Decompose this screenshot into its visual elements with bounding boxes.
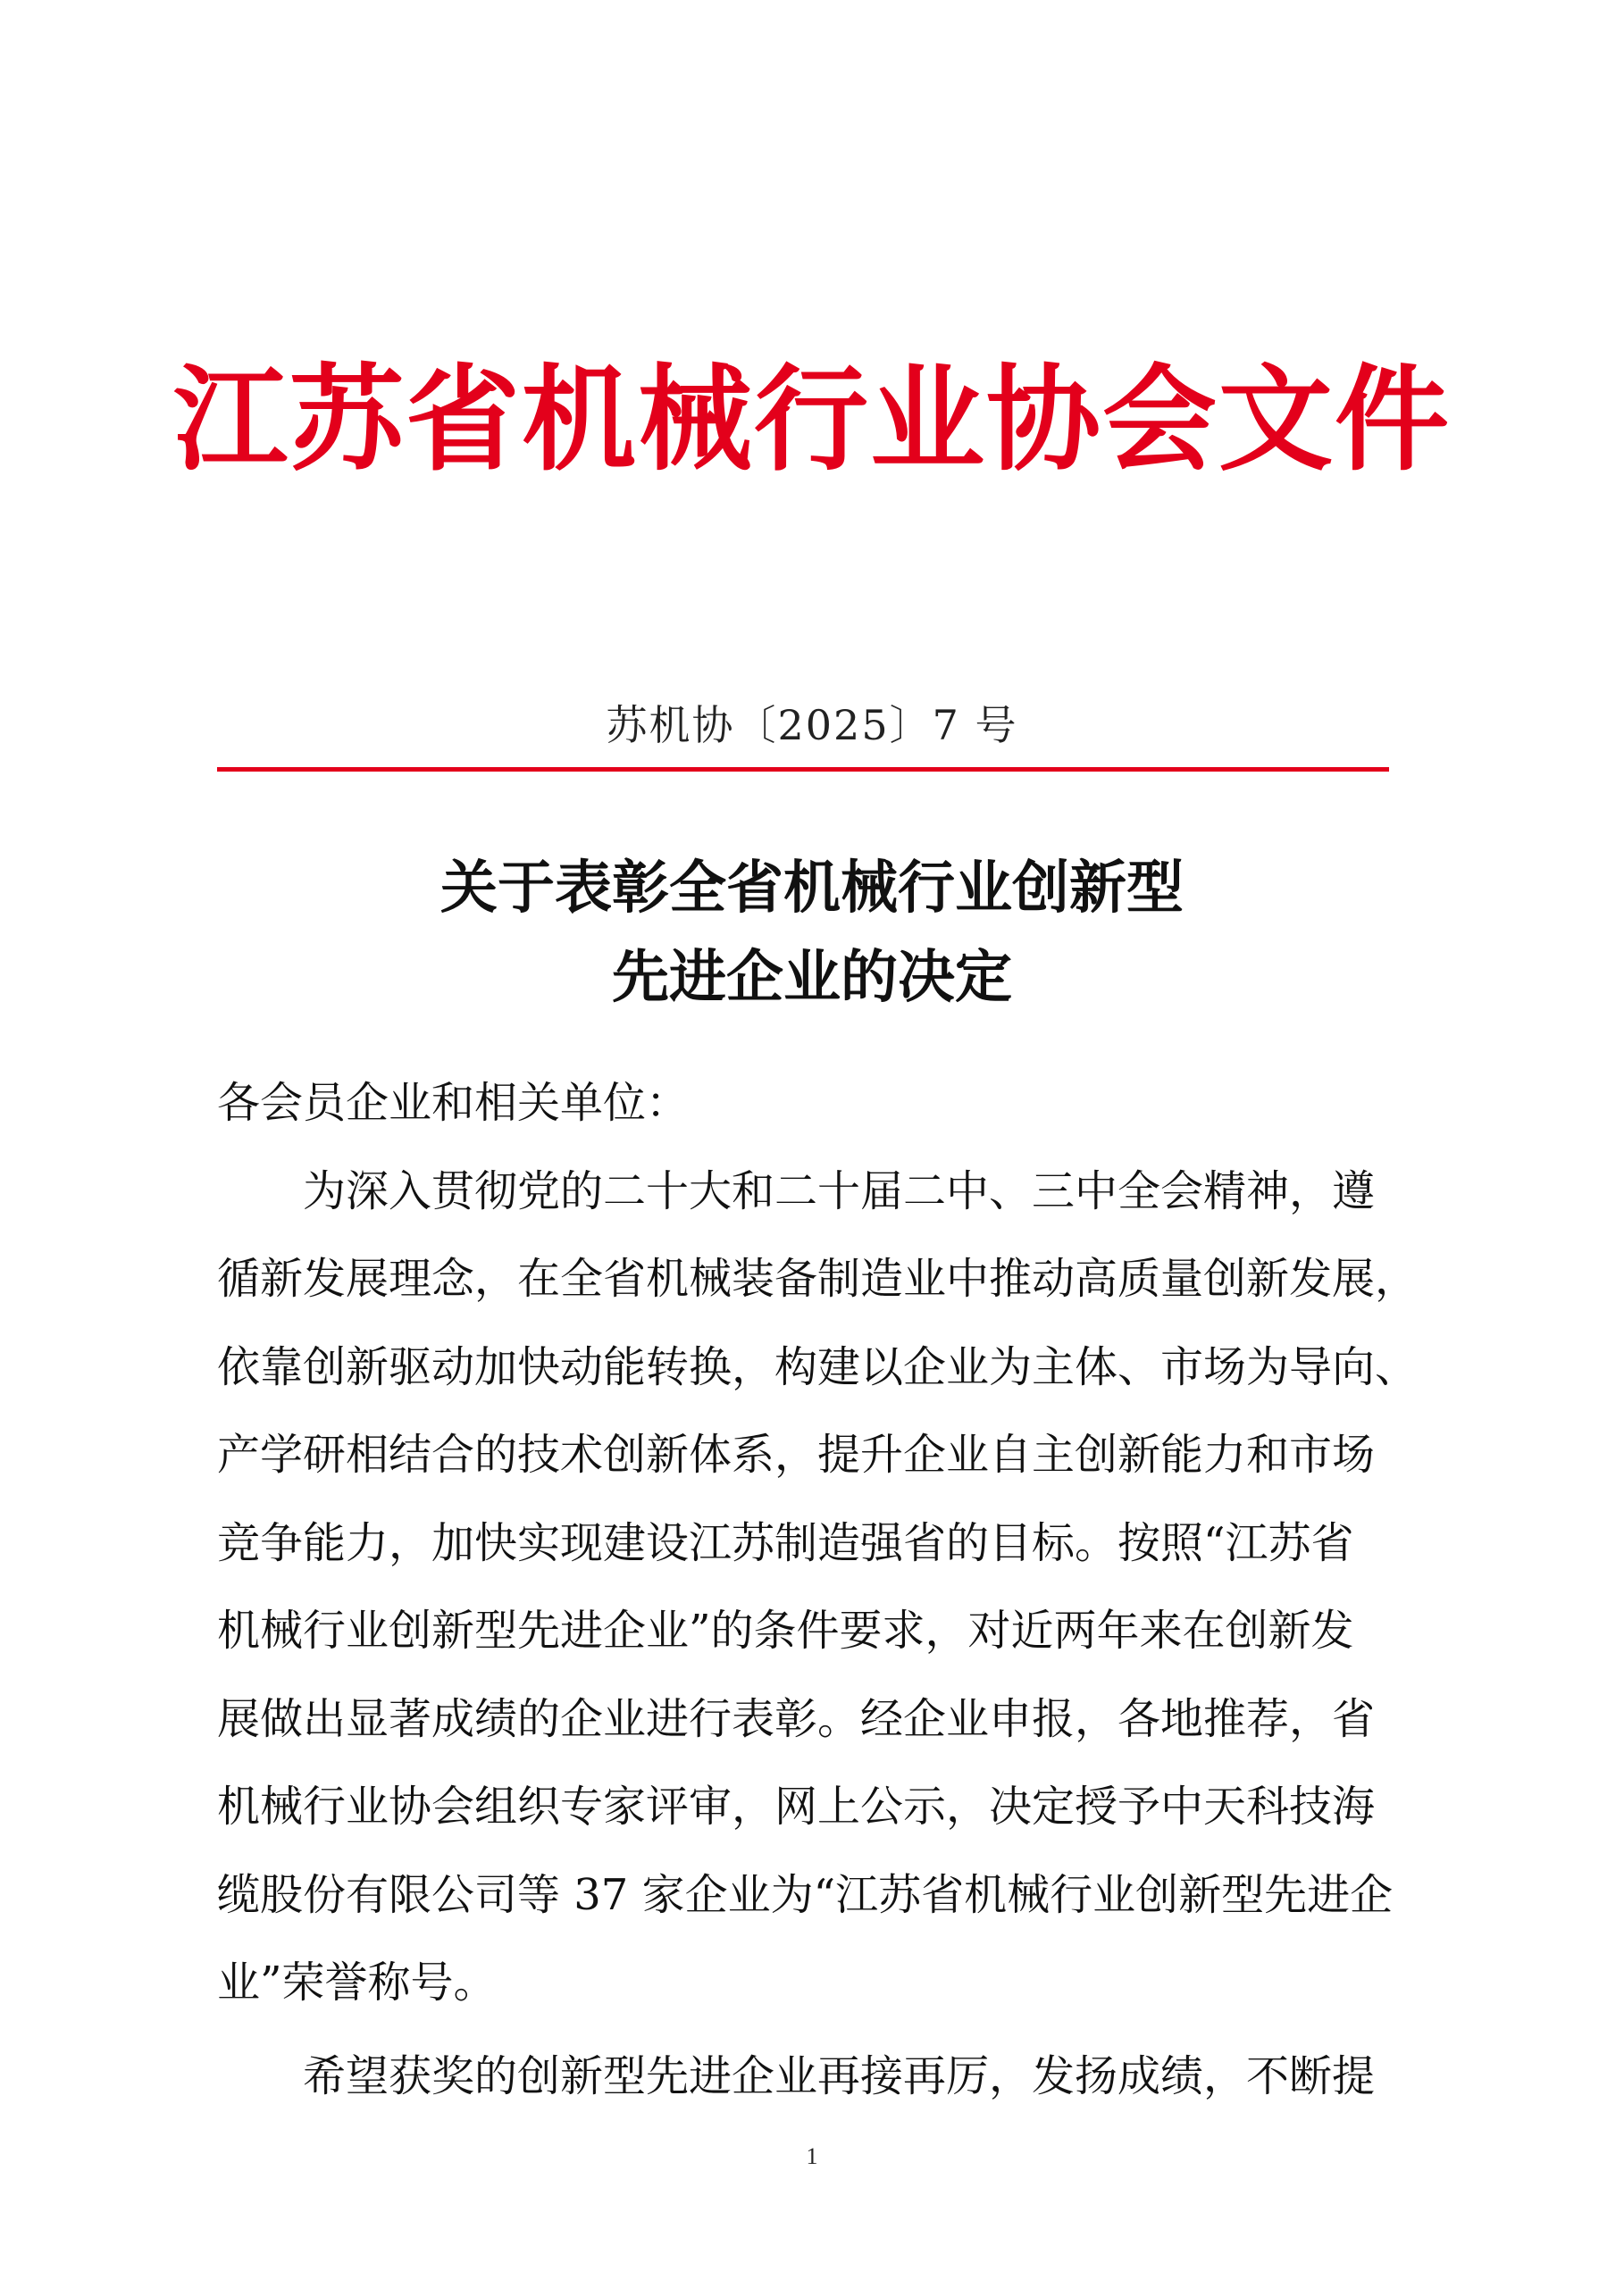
page-number: 1 — [806, 2143, 818, 2169]
paragraph-1-line: 循新发展理念，在全省机械装备制造业中推动高质量创新发展， — [217, 1254, 1419, 1304]
paragraph-1-line: 产学研相结合的技术创新体系，提升企业自主创新能力和市场 — [217, 1430, 1376, 1480]
paragraph-1-line: 竞争能力，加快实现建设江苏制造强省的目标。按照“江苏省 — [217, 1517, 1354, 1568]
paragraph-1-line: 依靠创新驱动加快动能转换，构建以企业为主体、市场为导向、 — [217, 1341, 1419, 1392]
salutation: 各会员企业和相关单位： — [217, 1078, 690, 1128]
masthead-title: 江苏省机械行业协会文件 — [172, 353, 1451, 487]
paragraph-1-line: 机械行业创新型先进企业”的条件要求，对近两年来在创新发 — [217, 1606, 1354, 1656]
paragraph-1-line: 缆股份有限公司等 37 家企业为“江苏省机械行业创新型先进企 — [217, 1869, 1394, 1920]
document-title — [0, 844, 1624, 1023]
paragraph-1-line: 为深入贯彻党的二十大和二十届二中、三中全会精神，遵 — [217, 1165, 1376, 1216]
document-title-line-2: 先进企业的决定 — [612, 945, 1012, 1011]
paragraph-1-line: 展做出显著成绩的企业进行表彰。经企业申报，各地推荐，省 — [217, 1693, 1376, 1744]
document-title-line-1: 关于表彰全省机械行业创新型 — [440, 856, 1184, 922]
paragraph-1-line: 业”荣誉称号。 — [217, 1958, 497, 2008]
document-number: 苏机协〔2025〕7 号 — [606, 701, 1018, 749]
paragraph-2-line: 希望获奖的创新型先进企业再接再厉，发扬成绩，不断提 — [217, 2050, 1376, 2101]
red-divider-rule — [217, 767, 1389, 772]
document-body — [217, 1059, 1419, 2120]
paragraph-1-line: 机械行业协会组织专家评审，网上公示，决定授予中天科技海 — [217, 1782, 1376, 1832]
